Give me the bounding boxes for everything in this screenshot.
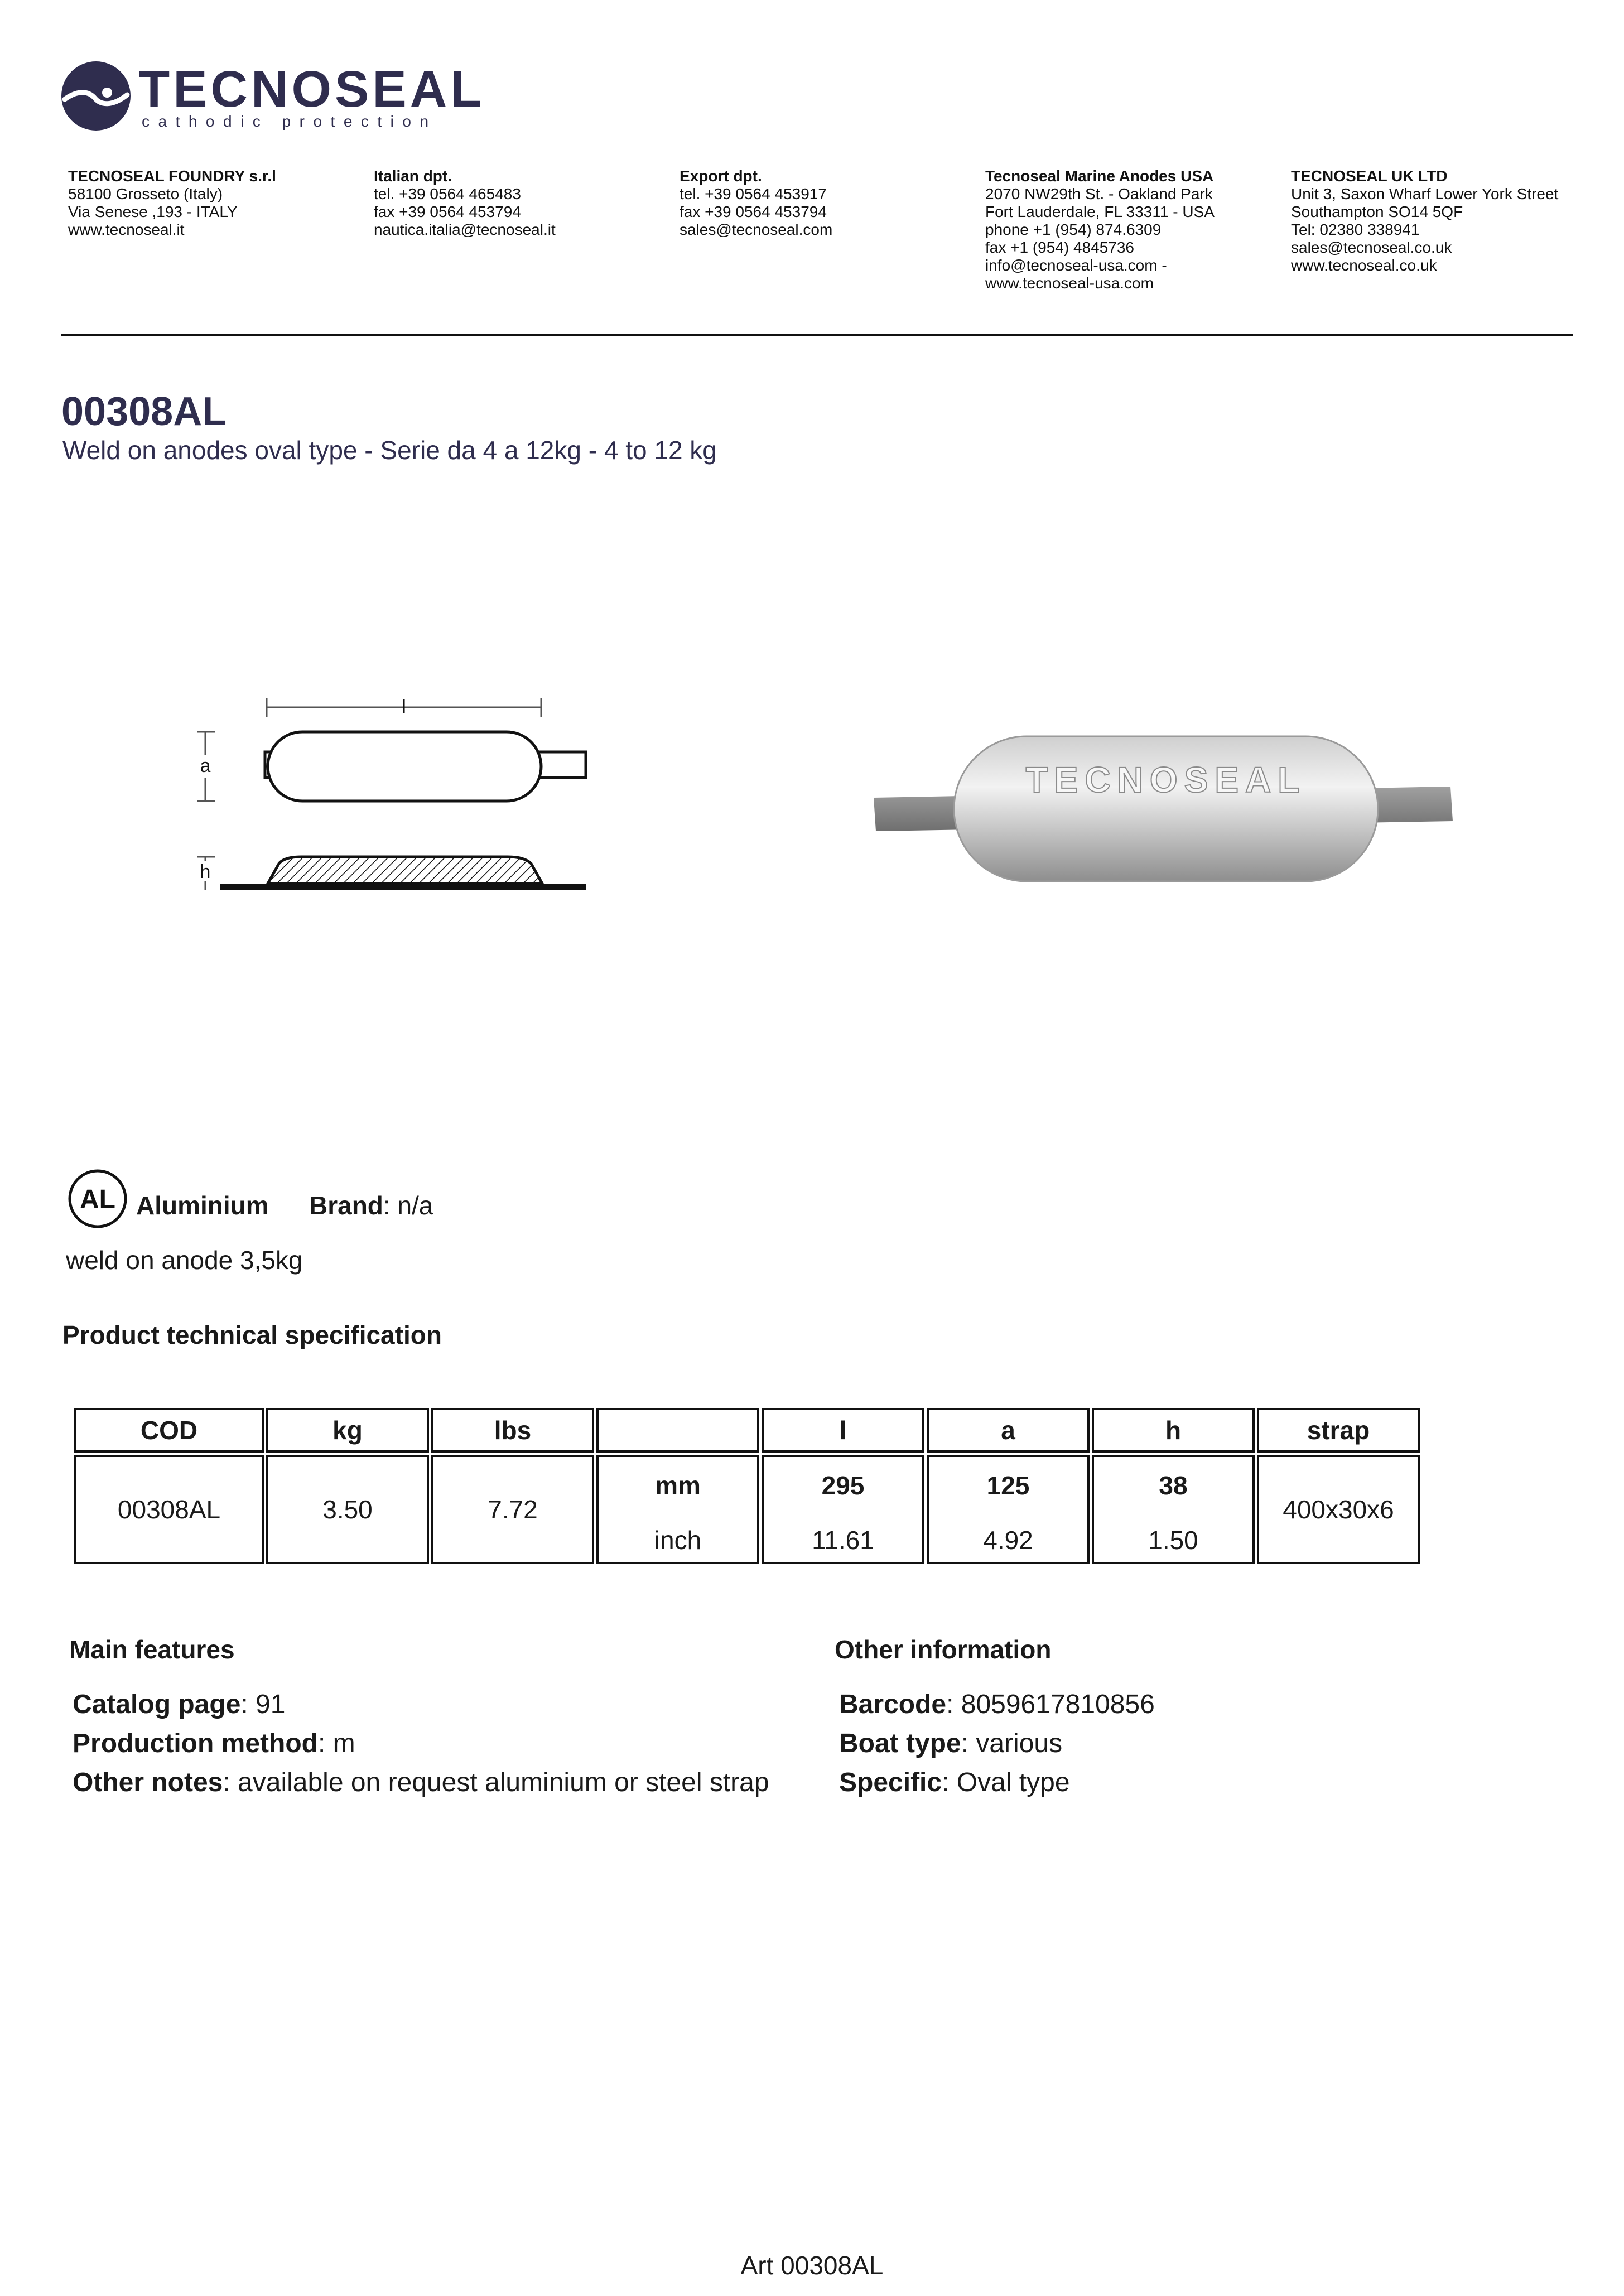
contact-line: Fort Lauderdale, FL 33311 - USA [985, 203, 1215, 220]
td-cod: 00308AL [74, 1455, 264, 1564]
l-inch: 11.61 [812, 1526, 874, 1555]
td-strap: 400x30x6 [1257, 1455, 1420, 1564]
feature-catalog-page: Catalog page: 91 [73, 1690, 286, 1719]
product-photo [870, 720, 1467, 898]
th-cod: COD [74, 1408, 264, 1453]
contact-link[interactable]: www.tecnoseal-usa.com [985, 274, 1154, 292]
info-boat-type: Boat type: various [839, 1729, 1063, 1758]
a-inch: 4.92 [983, 1526, 1033, 1555]
contact-line: phone +1 (954) 874.6309 [985, 221, 1162, 238]
brand-label: Brand [309, 1191, 383, 1220]
contact-line: fax +1 (954) 4845736 [985, 239, 1134, 256]
a-mm: 125 [986, 1471, 1030, 1500]
contact-email[interactable]: sales@tecnoseal.co.uk [1291, 239, 1452, 256]
info-specific: Specific: Oval type [839, 1768, 1070, 1797]
th-kg: kg [266, 1408, 429, 1453]
product-subtitle: Weld on anodes oval type - Serie da 4 a 12kg - 4 to 12 kg [62, 436, 717, 465]
contact-usa [985, 167, 1281, 292]
contact-line: fax +39 0564 453794 [680, 203, 827, 220]
contact-line: Unit 3, Saxon Wharf Lower York Street [1291, 185, 1559, 202]
anode-body-top-view [268, 732, 541, 801]
td-lbs: 7.72 [431, 1455, 594, 1564]
product-description: weld on anode 3,5kg [66, 1246, 303, 1275]
contact-italian-dept [374, 167, 669, 239]
th-l: l [762, 1408, 924, 1453]
dim-label-l: l [402, 696, 406, 717]
wave-logo-icon [60, 60, 132, 132]
feature-other-notes: Other notes: available on request aluminium or steel strap [73, 1768, 769, 1797]
contact-uk [1291, 167, 1587, 274]
td-kg: 3.50 [266, 1455, 429, 1564]
unit-inch: inch [654, 1526, 702, 1555]
contact-email[interactable]: sales@tecnoseal.com [680, 221, 833, 238]
th-strap: strap [1257, 1408, 1420, 1453]
contact-link[interactable]: www.tecnoseal.it [68, 221, 185, 238]
photo-embossed-text: TECNOSEAL [1025, 760, 1307, 800]
spec-heading: Product technical specification [62, 1320, 442, 1349]
contact-title: Export dpt. [680, 167, 762, 185]
material-name: Aluminium [136, 1191, 269, 1220]
h-mm: 38 [1159, 1471, 1188, 1500]
contact-link[interactable]: www.tecnoseal.co.uk [1291, 257, 1437, 274]
company-logo [60, 60, 485, 133]
other-information-heading: Other information [835, 1635, 1052, 1664]
th-lbs: lbs [431, 1408, 594, 1453]
contact-foundry [68, 167, 364, 239]
contact-title: Tecnoseal Marine Anodes USA [985, 167, 1214, 185]
anode-body-side-view [268, 857, 542, 884]
unit-mm: mm [655, 1471, 701, 1500]
contact-line: Tel: 02380 338941 [1291, 221, 1420, 238]
brand-value: : n/a [383, 1191, 433, 1220]
contact-title: Italian dpt. [374, 167, 452, 185]
logo-tagline: cathodic protection [142, 113, 437, 130]
main-features-heading: Main features [69, 1635, 235, 1664]
th-unit [596, 1408, 759, 1453]
contact-title: TECNOSEAL FOUNDRY s.r.l [68, 167, 276, 185]
contact-export-dept [680, 167, 975, 239]
product-code-title: 00308AL [61, 389, 227, 434]
logo-brand: TECNOSEAL [138, 61, 485, 118]
contact-line: fax +39 0564 453794 [374, 203, 521, 220]
contact-email[interactable]: info@tecnoseal-usa.com - [985, 257, 1167, 274]
svg-text:AL: AL [80, 1185, 115, 1214]
contact-title: TECNOSEAL UK LTD [1291, 167, 1448, 185]
info-barcode: Barcode: 8059617810856 [839, 1690, 1155, 1719]
l-mm: 295 [821, 1471, 865, 1500]
th-a: a [927, 1408, 1090, 1453]
dim-label-a: a [200, 755, 211, 776]
contact-line: tel. +39 0564 453917 [680, 185, 827, 202]
contact-line: 2070 NW29th St. - Oakland Park [985, 185, 1213, 202]
contact-line: Via Senese ,193 - ITALY [68, 203, 238, 220]
dim-label-h: h [200, 861, 211, 882]
contact-email[interactable]: nautica.italia@tecnoseal.it [374, 221, 556, 238]
footer-article-code: Art 00308AL [740, 2251, 884, 2280]
contact-line: 58100 Grosseto (Italy) [68, 185, 223, 202]
th-h: h [1092, 1408, 1255, 1453]
feature-production-method: Production method: m [73, 1729, 355, 1758]
photo-anode-body [954, 736, 1378, 881]
brand-info [309, 1193, 433, 1218]
technical-drawing [190, 686, 603, 909]
contact-line: tel. +39 0564 465483 [374, 185, 521, 202]
aluminium-badge-icon [67, 1168, 128, 1229]
contact-line: Southampton SO14 5QF [1291, 203, 1463, 220]
h-inch: 1.50 [1148, 1526, 1198, 1555]
header-divider [61, 334, 1573, 336]
